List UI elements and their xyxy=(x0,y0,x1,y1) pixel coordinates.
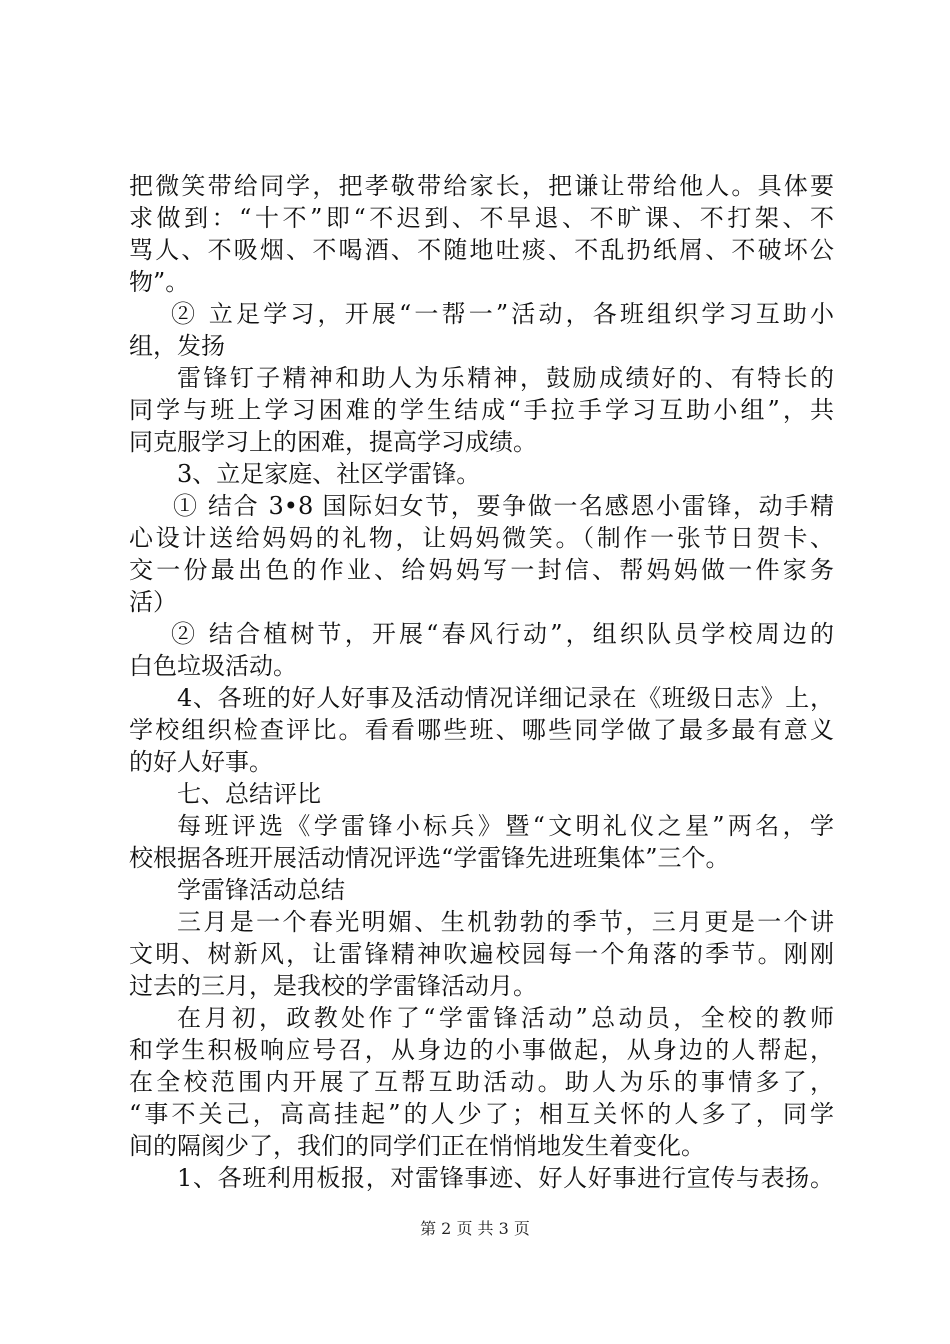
text-line: 在全校范围内开展了互帮互助活动。助人为乐的事情多了， xyxy=(129,1068,834,1096)
text-line: 的好人好事。 xyxy=(129,748,273,776)
text-line: 间的隔阂少了，我们的同学们正在悄悄地发生着变化。 xyxy=(129,1132,705,1160)
text-line: 白色垃圾活动。 xyxy=(129,652,297,680)
text-line: 活） xyxy=(129,588,177,616)
text-line: 每班评选《学雷锋小标兵》暨“文明礼仪之星”两名，学 xyxy=(177,812,834,840)
page-footer: 第 2 页 共 3 页 xyxy=(420,1219,530,1238)
text-line: 4、各班的好人好事及活动情况详细记录在《班级日志》上， xyxy=(177,684,834,712)
text-line: 七、总结评比 xyxy=(177,780,321,808)
text-line: 雷锋钉子精神和助人为乐精神，鼓励成绩好的、有特长的 xyxy=(177,364,834,392)
text-line: 学雷锋活动总结 xyxy=(177,876,345,904)
document-body xyxy=(129,170,834,1194)
text-line: 文明、树新风，让雷锋精神吹遍校园每一个角落的季节。刚刚 xyxy=(129,940,834,968)
text-line: 同克服学习上的困难，提高学习成绩。 xyxy=(129,428,537,456)
text-line: ② 立足学习，开展“一帮一”活动，各班组织学习互助小 xyxy=(171,300,834,328)
text-line: 3、立足家庭、社区学雷锋。 xyxy=(177,460,481,488)
text-line: “事不关己，高高挂起”的人少了；相互关怀的人多了，同学 xyxy=(129,1100,834,1128)
text-line: 求做到：“十不”即“不迟到、不早退、不旷课、不打架、不 xyxy=(129,204,834,232)
text-line: 过去的三月，是我校的学雷锋活动月。 xyxy=(129,972,537,1000)
text-line: 三月是一个春光明媚、生机勃勃的季节，三月更是一个讲 xyxy=(177,908,834,936)
text-line: 交一份最出色的作业、给妈妈写一封信、帮妈妈做一件家务 xyxy=(129,556,834,584)
text-line: 学校组织检查评比。看看哪些班、哪些同学做了最多最有意义 xyxy=(129,716,834,744)
text-line: 同学与班上学习困难的学生结成“手拉手学习互助小组”，共 xyxy=(129,396,834,424)
text-line: 把微笑带给同学，把孝敬带给家长，把谦让带给他人。具体要 xyxy=(129,172,834,200)
text-line: 在月初，政教处作了“学雷锋活动”总动员，全校的教师 xyxy=(177,1004,834,1032)
text-line: ① 结合 3•8 国际妇女节，要争做一名感恩小雷锋，动手精 xyxy=(173,492,834,520)
text-line: 物”。 xyxy=(129,268,190,296)
text-line: 和学生积极响应号召，从身边的小事做起，从身边的人帮起， xyxy=(129,1036,834,1064)
text-line: 心设计送给妈妈的礼物，让妈妈微笑。（制作一张节日贺卡、 xyxy=(129,524,834,552)
text-line: 组，发扬 xyxy=(129,332,225,360)
text-line: 骂人、不吸烟、不喝酒、不随地吐痰、不乱扔纸屑、不破坏公 xyxy=(129,236,834,264)
text-line: ② 结合植树节，开展“春风行动”，组织队员学校周边的 xyxy=(171,620,834,648)
text-line: 1、各班利用板报，对雷锋事迹、好人好事进行宣传与表扬。 xyxy=(177,1164,834,1192)
text-line: 校根据各班开展活动情况评选“学雷锋先进班集体”三个。 xyxy=(129,844,730,872)
